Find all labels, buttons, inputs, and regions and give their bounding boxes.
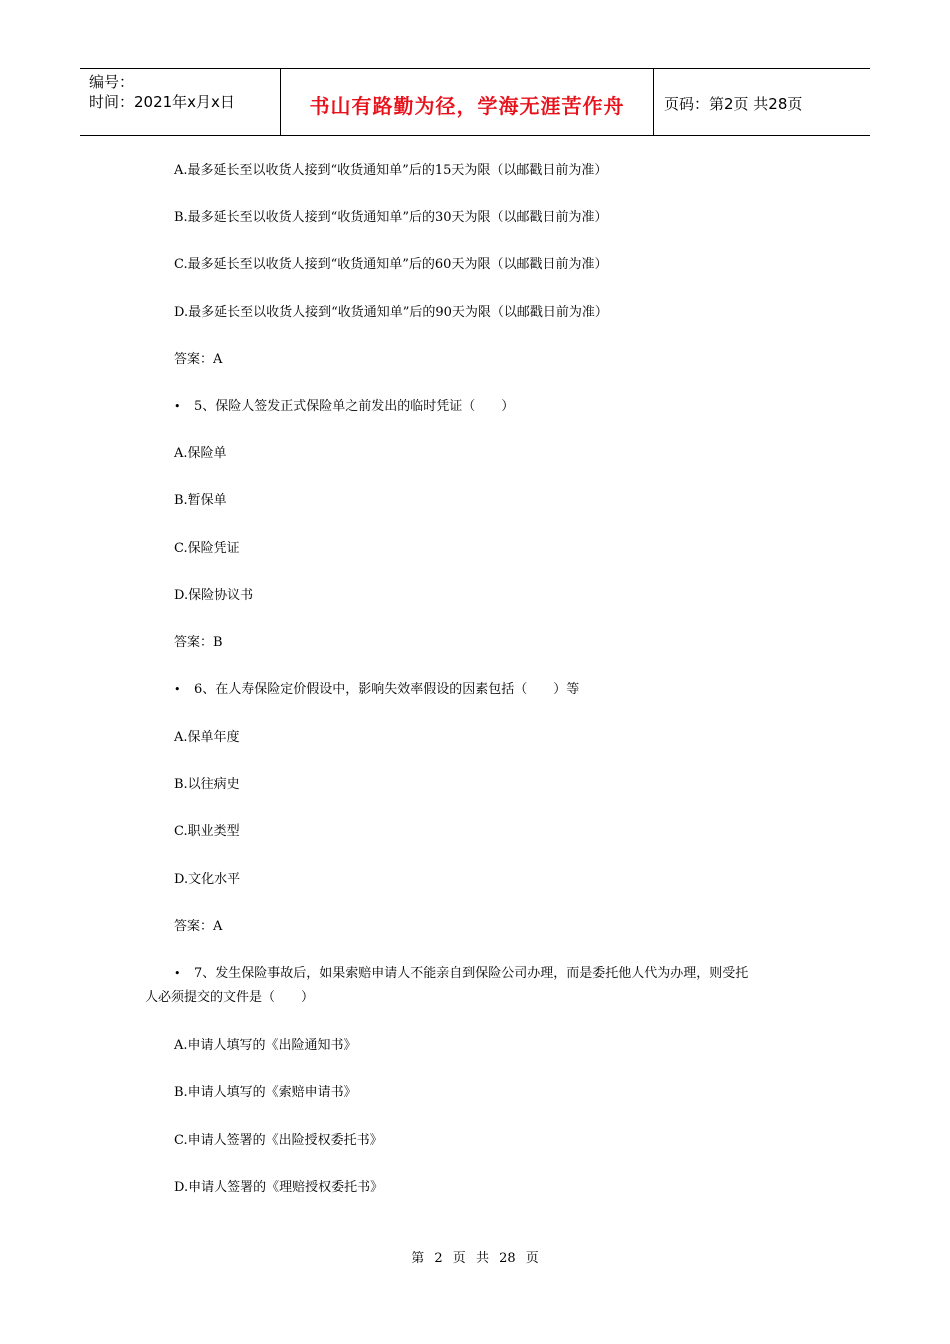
footer-total-prefix: 共 — [475, 1251, 489, 1266]
option-b-line: B.申请人填写的《索赔申请书》 — [174, 1085, 357, 1100]
question-text: 5、保险人签发正式保险单之前发出的临时凭证（ ） — [194, 399, 515, 414]
number-label: 编号： — [89, 73, 135, 91]
option-d-line: D.申请人签署的《理赔授权委托书》 — [174, 1180, 384, 1195]
bullet-icon: • — [174, 683, 181, 696]
answer-line: 答案：A — [174, 919, 223, 934]
header-motto: 书山有路勤为径，学海无涯苦作舟 — [281, 69, 654, 135]
page-footer — [0, 1247, 950, 1266]
question-7 — [174, 965, 748, 983]
option-d-line: D.文化水平 — [174, 872, 241, 887]
option-a-line: A.保单年度 — [174, 730, 240, 745]
option-d-line: D.最多延长至以收货人接到“收货通知单”后的90天为限（以邮戳日前为准） — [174, 305, 608, 320]
header-table — [80, 68, 870, 136]
bullet-icon: • — [174, 967, 181, 980]
option-d-line: D.保险协议书 — [174, 588, 254, 603]
option-b-line: B.以往病史 — [174, 777, 240, 792]
question-5 — [174, 398, 514, 416]
option-c-line: C.申请人签署的《出险授权委托书》 — [174, 1133, 383, 1148]
question-6 — [174, 681, 579, 699]
footer-page-mid: 页 — [452, 1251, 466, 1266]
option-b-line: B.最多延长至以收货人接到“收货通知单”后的30天为限（以邮戳日前为准） — [174, 210, 608, 225]
question-text: 6、在人寿保险定价假设中，影响失效率假设的因素包括（ ）等 — [194, 682, 580, 697]
question-text: 7、发生保险事故后，如果索赔申请人不能亲自到保险公司办理，而是委托他人代为办理，则受托 — [194, 966, 749, 981]
footer-page-prefix: 第 — [411, 1251, 425, 1266]
option-b-line: B.暂保单 — [174, 493, 227, 508]
answer-line: 答案：B — [174, 635, 223, 650]
option-a-line: A.保险单 — [174, 446, 227, 461]
time-label: 时间：2021年x月x日 — [89, 93, 235, 111]
option-a-line: A.最多延长至以收货人接到“收货通知单”后的15天为限（以邮戳日前为准） — [174, 163, 608, 178]
header-page-info: 页码：第2页 共28页 — [664, 94, 803, 113]
option-c-line: C.保险凭证 — [174, 541, 240, 556]
footer-total: 28 — [499, 1251, 516, 1266]
footer-total-suffix: 页 — [525, 1251, 539, 1266]
bullet-icon: • — [174, 400, 181, 413]
option-a-line: A.申请人填写的《出险通知书》 — [174, 1038, 357, 1053]
answer-line: 答案：A — [174, 352, 223, 367]
footer-page-num: 2 — [434, 1251, 443, 1266]
question-text-cont: 人必须提交的文件是（ ） — [145, 990, 315, 1005]
header-meta — [80, 69, 281, 135]
option-c-line: C.职业类型 — [174, 824, 240, 839]
option-c-line: C.最多延长至以收货人接到“收货通知单”后的60天为限（以邮戳日前为准） — [174, 257, 608, 272]
